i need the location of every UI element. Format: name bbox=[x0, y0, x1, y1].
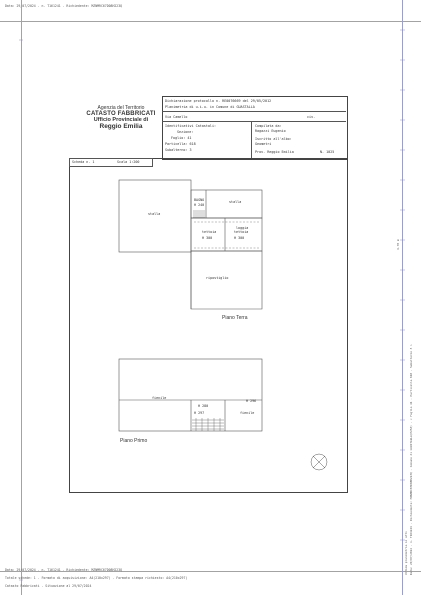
n-text: N. 1025 bbox=[320, 150, 335, 154]
agency-line-3: Ufficio Provinciale di bbox=[93, 117, 149, 123]
room-loggia: loggia bbox=[236, 226, 249, 230]
ident-title: Identificativi Catastali: bbox=[165, 124, 217, 128]
room-bagno: BAGNO bbox=[194, 198, 205, 202]
room-fienile-2-height: H 297 bbox=[194, 411, 205, 415]
north-arrow-icon bbox=[311, 454, 327, 470]
room-fienile-1: fienile bbox=[152, 396, 167, 400]
agency-line-2: CATASTO FABBRICATI bbox=[86, 111, 156, 117]
foglio-text: Foglio: 41 bbox=[171, 136, 192, 140]
civ-text: civ. bbox=[307, 115, 316, 119]
iscritto-label: Iscritto all'albo: bbox=[255, 137, 292, 141]
room-ripostiglio: ripostiglio bbox=[206, 276, 229, 280]
room-tettoia-2: tettoia bbox=[234, 230, 249, 234]
scheda-text: Scheda n. 1 bbox=[72, 159, 95, 164]
via-text: Via Camello bbox=[165, 115, 188, 119]
side-meta-text: Data: 29/07/2024 - n. T161241 - Richiedente: MZNMRC67D08H223Q - Comune di GUASTALLA(E253) - < Foglio 41 - Particella 618 - Subalterno 3 > bbox=[409, 344, 413, 575]
particella-text: Particella: 618 bbox=[165, 142, 196, 146]
room-tettoia-1-height: H 300 bbox=[202, 236, 213, 240]
subalterno-text: Subalterno: 3 bbox=[165, 148, 192, 152]
room-stalla-2: stalla bbox=[229, 200, 242, 204]
footer-line-3: Catasto Fabbricati - Situazione al 29/07/2024 bbox=[5, 584, 92, 588]
agency-line-4: Reggio Emilia bbox=[99, 123, 143, 130]
room-stalla-1: stalla bbox=[148, 212, 161, 216]
scala-text: Scala 1:200 bbox=[117, 159, 140, 164]
agency-line-1: Agenzia del Territorio bbox=[97, 105, 145, 111]
footer-line-2: Totale schede: 1 - Formato di acquisizione: A4(210x297) - Formato stampa richiesto: A4(210x297) bbox=[5, 576, 188, 580]
room-tettoia-2-height: H 300 bbox=[234, 236, 245, 240]
room-fienile-1-height: H 280 bbox=[198, 404, 209, 408]
prov-text: Prov. Reggio Emilia bbox=[255, 150, 294, 154]
compilata-label: Compilata da: bbox=[255, 124, 282, 128]
plan-primo-title: Piano Primo bbox=[120, 438, 148, 444]
room-fienile-3-height: H 296 bbox=[246, 399, 257, 403]
header-meta-line: Data: 29/07/2024 - n. T161241 - Richiedente: MZNMRC67D08H223Q bbox=[5, 4, 123, 8]
room-tettoia-1: tettoia bbox=[202, 230, 217, 234]
compilata-name: Ragazzi Eugenio bbox=[255, 129, 286, 133]
side-ultima-planimetria: Ultima planimetria in atti bbox=[404, 531, 408, 575]
dichiarazione-text: Dichiarazione protocollo n. RE0076669 del 29/05/2012 bbox=[165, 99, 272, 103]
plan-terra-title: Piano Terra bbox=[222, 315, 248, 321]
planimetria-text: Planimetria di u.i.u. in Comune di GUASTALLA bbox=[165, 105, 255, 109]
room-bagno-height: H 240 bbox=[194, 203, 205, 207]
sezione-text: Sezione: bbox=[177, 130, 194, 134]
footer-line-1: Data: 29/07/2024 - n. T161241 - Richiedente: MZNMRC67D08H223Q bbox=[5, 568, 123, 572]
iscritto-value: Geometri bbox=[255, 142, 272, 146]
side-measure-text: 4.70 m bbox=[396, 239, 400, 250]
room-fienile-2: fienile bbox=[240, 411, 255, 415]
